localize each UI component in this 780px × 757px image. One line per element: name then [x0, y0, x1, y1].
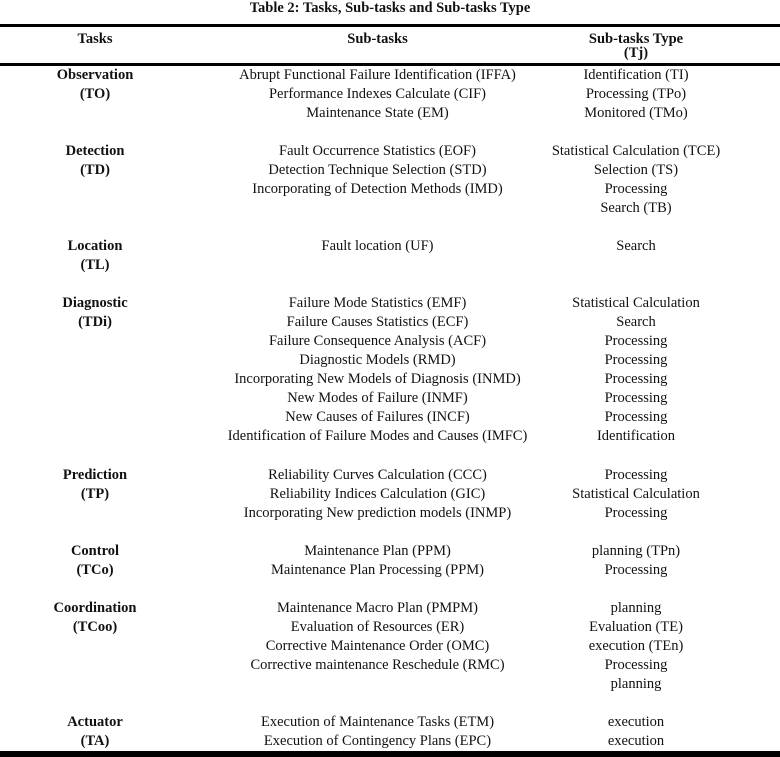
subtask-type-item: Processing — [604, 657, 668, 673]
subtask-type-item: planning — [610, 676, 662, 692]
subtasks-cell — [180, 542, 575, 580]
task-code: (TD) — [80, 162, 110, 178]
types-cell — [530, 542, 742, 580]
subtasks-cell — [180, 713, 575, 751]
subtask-item: Reliability Indices Calculation (GIC) — [269, 486, 486, 502]
subtask-item: Incorporating New Models of Diagnosis (INMD) — [234, 371, 521, 387]
subtask-item: Performance Indexes Calculate (CIF) — [268, 86, 486, 102]
bottom-rule — [0, 751, 780, 757]
subtask-type-item: Evaluation (TE) — [589, 619, 683, 635]
subtask-type-item: Processing — [604, 467, 668, 483]
task-cell — [20, 66, 170, 104]
subtask-item: Diagnostic Models (RMD) — [299, 352, 456, 368]
subtask-type-item: execution — [607, 733, 665, 749]
task-name: Diagnostic — [62, 295, 128, 311]
task-name: Location — [67, 238, 123, 254]
subtask-type-item: planning — [610, 600, 662, 616]
subtask-item: Maintenance Plan (PPM) — [304, 543, 451, 559]
subtasks-cell — [180, 294, 575, 446]
header-type — [530, 32, 742, 60]
subtask-type-item: Selection (TS) — [593, 162, 679, 178]
task-name: Actuator — [67, 714, 123, 730]
task-name: Detection — [65, 143, 125, 159]
subtask-item: Identification of Failure Modes and Causes (IMFC) — [227, 428, 528, 444]
subtask-type-item: execution (TEn) — [588, 638, 684, 654]
subtask-type-item: Processing (TPo) — [585, 86, 687, 102]
task-cell — [20, 713, 170, 751]
subtasks-cell — [180, 599, 575, 675]
task-name: Control — [70, 543, 120, 559]
header-tasks: Tasks — [77, 31, 113, 47]
subtask-type-item: Statistical Calculation (TCE) — [551, 143, 721, 159]
subtask-item: Failure Mode Statistics (EMF) — [288, 295, 467, 311]
subtask-type-item: execution — [607, 714, 665, 730]
task-cell — [20, 294, 170, 332]
subtask-item: Maintenance Macro Plan (PMPM) — [277, 600, 478, 616]
task-cell — [20, 542, 170, 580]
task-code: (TCo) — [76, 562, 114, 578]
subtasks-cell — [180, 66, 575, 123]
subtask-item: Incorporating of Detection Methods (IMD) — [252, 181, 503, 197]
types-cell — [530, 599, 742, 694]
subtask-type-item: Processing — [604, 352, 668, 368]
subtask-type-item: Processing — [604, 409, 668, 425]
subtask-type-item: Processing — [604, 333, 668, 349]
subtask-type-item: Processing — [604, 562, 668, 578]
task-code: (TDi) — [78, 314, 112, 330]
subtask-item: Maintenance Plan Processing (PPM) — [270, 562, 485, 578]
types-cell — [530, 142, 742, 218]
subtask-item: Failure Causes Statistics (ECF) — [286, 314, 469, 330]
subtask-type-item: Search — [616, 238, 656, 254]
task-name: Prediction — [62, 467, 128, 483]
subtask-type-item: Identification — [596, 428, 676, 444]
subtask-item: Reliability Curves Calculation (CCC) — [268, 467, 487, 483]
subtasks-cell — [180, 142, 575, 199]
subtask-type-item: Identification (TI) — [583, 67, 689, 83]
subtask-item: Maintenance State (EM) — [306, 105, 449, 121]
subtask-type-item: Statistical Calculation — [572, 295, 700, 311]
subtask-type-item: Processing — [604, 371, 668, 387]
subtask-type-item: Search (TB) — [600, 200, 672, 216]
subtask-item: Corrective maintenance Reschedule (RMC) — [250, 657, 505, 673]
header-type-line2: (Tj) — [623, 45, 649, 61]
task-code: (TCoo) — [72, 619, 118, 635]
task-name: Coordination — [53, 600, 137, 616]
top-rule — [0, 24, 780, 27]
task-cell — [20, 142, 170, 180]
task-code: (TP) — [80, 486, 110, 502]
subtask-item: Fault location (UF) — [321, 238, 434, 254]
types-cell — [530, 466, 742, 523]
subtask-item: Execution of Contingency Plans (EPC) — [263, 733, 492, 749]
subtask-item: Incorporating New prediction models (INMP) — [243, 505, 512, 521]
subtask-type-item: Processing — [604, 505, 668, 521]
subtasks-cell — [180, 466, 575, 523]
subtask-type-item: Processing — [604, 181, 668, 197]
task-name: Observation — [56, 67, 134, 83]
task-code: (TA) — [80, 733, 110, 749]
subtask-type-item: Search — [616, 314, 656, 330]
task-code: (TL) — [80, 257, 110, 273]
types-cell — [530, 66, 742, 123]
task-cell — [20, 466, 170, 504]
subtask-item: Fault Occurrence Statistics (EOF) — [279, 143, 476, 159]
types-cell — [530, 237, 742, 256]
subtask-type-item: planning (TPn) — [591, 543, 681, 559]
header-type-line1: Sub-tasks Type — [588, 31, 684, 47]
subtasks-cell — [180, 237, 575, 256]
subtask-item: New Modes of Failure (INMF) — [287, 390, 468, 406]
subtask-type-item: Monitored (TMo) — [584, 105, 688, 121]
subtask-type-item: Processing — [604, 390, 668, 406]
task-cell — [20, 599, 170, 637]
table-caption: Table 2: Tasks, Sub-tasks and Sub-tasks Type — [249, 0, 531, 16]
task-cell — [20, 237, 170, 275]
subtask-item: Detection Technique Selection (STD) — [268, 162, 487, 178]
subtask-item: Corrective Maintenance Order (OMC) — [265, 638, 490, 654]
subtask-item: Evaluation of Resources (ER) — [290, 619, 465, 635]
task-code: (TO) — [79, 86, 111, 102]
subtask-type-item: Statistical Calculation — [572, 486, 700, 502]
header-subtasks: Sub-tasks — [347, 31, 408, 47]
subtask-item: Abrupt Functional Failure Identification (IFFA) — [239, 67, 516, 83]
types-cell — [530, 713, 742, 751]
types-cell — [530, 294, 742, 446]
subtask-item: Execution of Maintenance Tasks (ETM) — [260, 714, 495, 730]
subtask-item: New Causes of Failures (INCF) — [285, 409, 470, 425]
subtask-item: Failure Consequence Analysis (ACF) — [268, 333, 487, 349]
